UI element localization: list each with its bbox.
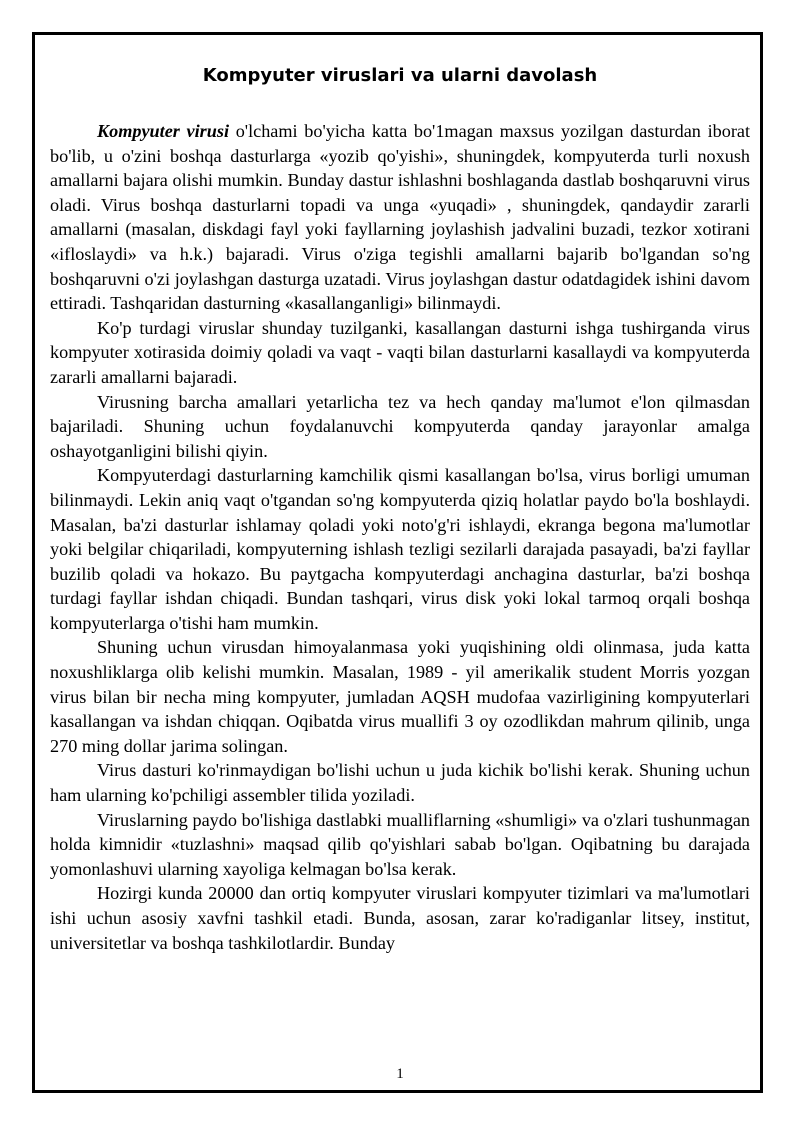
paragraph: Virus dasturi ko'rinmaydigan bo'lishi uchun u juda kichik bo'lishi kerak. Shuning uchun ham ularning ko'pchiligi assembler tilida yoziladi.: [50, 760, 750, 806]
page-number: 1: [396, 1066, 404, 1082]
lead-term: Kompyuter virusi: [97, 121, 230, 141]
paragraph: [50, 119, 750, 316]
paragraph: Shuning uchun virusdan himoyalanmasa yoki yuqishining oldi olinmasa, juda katta noxushliklarga olib kelishi mumkin. Masalan, 1989 - yil amerikalik student Morris yozgan virus bilan bir necha ming kompyuter, jumladan AQSH mudofaa vazirligining kompyuterlari kasallangan va ishdan chiqqan. Oqibatda virus muallifi 3 oy ozodlikdan mahrum qilinib, unga 270 ming dollar jarima solingan.: [50, 637, 750, 756]
paragraph-text: o'lchami bo'yicha katta bo'1magan maxsus yozilgan dasturdan iborat bo'lib, u o'zini boshqa dasturlarga «yozib qo'yishi», shuningdek, kompyuterda turli noxush amallarni bajara olishi mumkin. Bunday dastur ishlashni boshlaganda dastlab boshqaruvni virus oladi. Virus boshqa dasturlarni topadi va unga «yuqadi» , shuningdek, qandaydir zararli amallarni (masalan, diskdagi fayl yoki fayllarning joylashish jadvalini buzadi, tezkor xotirani «ifloslaydi» va h.k.) bajaradi. Virus o'ziga tegishli amallarni bajarib bo'lgandan so'ng boshqaruvni o'zi joylashgan dasturga uzatadi. Virus joylashgan dastur odatdagidek ishini davom ettiradi. Tashqaridan dasturning «kasallanganligi» bilinmaydi.: [50, 121, 750, 314]
paragraph: Hozirgi kunda 20000 dan ortiq kompyuter viruslari kompyuter tizimlari va ma'lumotlari ishi uchun asosiy xavfni tashkil etadi. Bunda, asosan, zarar ko'radiganlar litsey, institut, universitetlar va boshqa tashkilotlardir. Bunday: [50, 883, 750, 953]
document-title: Kompyuter viruslari va ularni davolash: [202, 65, 598, 86]
paragraph: Viruslarning paydo bo'lishiga dastlabki mualliflarning «shumligi» va o'zlari tushunmagan holda kimnidir «tuzlashni» maqsad qilib qo'yishlari sabab bo'lgan. Oqibatning bu darajada yomonlashuvi ularning xayoliga kelmagan bo'lsa kerak.: [50, 809, 750, 879]
paragraph: Ko'p turdagi viruslar shunday tuzilganki, kasallangan dasturni ishga tushirganda virus kompyuter xotirasida doimiy qoladi va vaqt - vaqti bilan dasturlarni kasallaydi va kompyuterda zararli amallarni bajaradi.: [50, 317, 750, 387]
paragraph: Kompyuterdagi dasturlarning kamchilik qismi kasallangan bo'lsa, virus borligi umuman bilinmaydi. Lekin aniq vaqt o'tgandan so'ng kompyuterda qiziq holatlar paydo bo'la boshlaydi. Masalan, ba'zi dasturlar ishlamay qoladi yoki noto'g'ri ishlaydi, ekranga begona ma'lumotlar yoki belgilar chiqariladi, kompyuterning ishlash tezligi sezilarli darajada pasayadi, ba'zi fayllar buzilib qoladi va hokazo. Bu paytgacha kompyuterdagi anchagina dasturlar, ba'zi boshqa turdagi fayllar ishdan chiqadi. Bundan tashqari, virus disk yoki lokal tarmoq orqali boshqa kompyuterlarga o'tishi ham mumkin.: [50, 465, 750, 633]
document-body: [50, 119, 750, 955]
paragraph: Virusning barcha amallari yetarlicha tez va hech qanday ma'lumot e'lon qilmasdan bajariladi. Shuning uchun foydalanuvchi kompyuterda qanday jarayonlar amalga oshayotganligini bilishi qiyin.: [50, 391, 750, 461]
